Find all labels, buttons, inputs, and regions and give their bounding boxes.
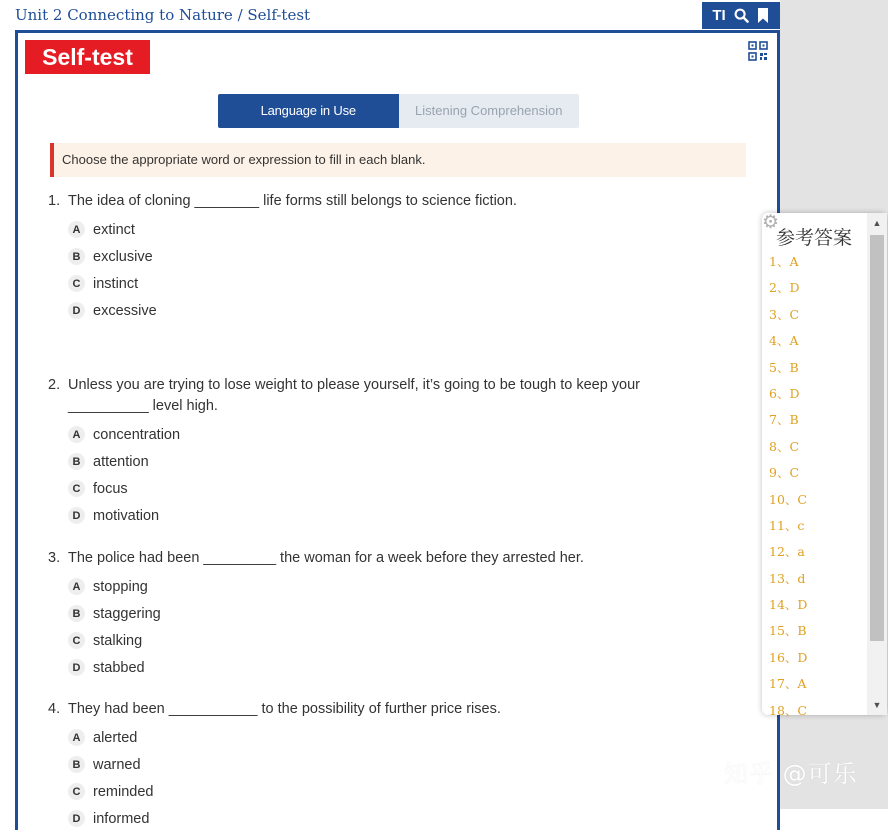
option-a[interactable] (68, 216, 748, 243)
breadcrumb-text[interactable]: Unit 2 Connecting to Nature / Self-test (15, 6, 311, 24)
instruction-banner: Choose the appropriate word or expression to fill in each blank. (50, 143, 746, 177)
answer-item: 6、D (769, 385, 800, 401)
option-c[interactable] (68, 270, 748, 297)
answer-item: 17、A (769, 676, 807, 692)
option-letter: B (68, 248, 85, 265)
question-4 (48, 699, 748, 832)
question-1 (48, 191, 748, 324)
answer-item: 3、C (769, 306, 800, 322)
option-label: exclusive (93, 248, 153, 265)
option-letter: C (68, 275, 85, 292)
option-label: warned (93, 756, 141, 773)
option-label: instinct (93, 275, 139, 292)
scroll-thumb[interactable] (870, 235, 884, 641)
answer-item: 9、C (769, 465, 800, 481)
option-d[interactable] (68, 502, 748, 529)
option-label: focus (93, 480, 128, 497)
question-number: 3. (48, 550, 61, 566)
option-label: informed (93, 810, 150, 827)
qr-code-icon[interactable] (749, 42, 767, 60)
bookmark-icon[interactable] (754, 7, 772, 25)
option-letter: A (68, 578, 85, 595)
answer-item: 16、D (769, 649, 808, 665)
option-label: motivation (93, 507, 160, 524)
option-letter: D (68, 507, 85, 524)
option-label: stabbed (93, 659, 145, 676)
toolbar (702, 2, 780, 29)
option-letter: A (68, 426, 85, 443)
answer-item: 11、c (769, 517, 805, 533)
option-b[interactable] (68, 600, 748, 627)
option-c[interactable] (68, 475, 748, 502)
option-letter: B (68, 605, 85, 622)
option-letter: C (68, 632, 85, 649)
question-2 (48, 375, 748, 529)
answer-key-title: 参考答案 (776, 227, 853, 249)
option-a[interactable] (68, 421, 748, 448)
option-d[interactable] (68, 805, 748, 832)
answer-list (769, 249, 865, 724)
self-test-badge: Self-test (25, 40, 150, 74)
breadcrumb (0, 0, 780, 30)
option-label: reminded (93, 783, 154, 800)
option-label: alerted (93, 729, 138, 746)
option-b[interactable] (68, 448, 748, 475)
option-d[interactable] (68, 297, 748, 324)
option-c[interactable] (68, 778, 748, 805)
answer-key-panel (762, 212, 887, 718)
content-frame (15, 30, 780, 830)
option-c[interactable] (68, 627, 748, 654)
gear-icon[interactable]: ⚙ (762, 212, 780, 233)
option-a[interactable] (68, 724, 748, 751)
question-number: 4. (48, 701, 61, 717)
option-letter: D (68, 659, 85, 676)
section-tabs (218, 94, 579, 128)
option-letter: C (68, 480, 85, 497)
option-b[interactable] (68, 243, 748, 270)
question-text: They had been ___________ to the possibility of further price rises. (68, 701, 501, 717)
tab-language-in-use[interactable]: Language in Use (218, 94, 399, 128)
option-letter: D (68, 810, 85, 827)
answer-item: 2、D (769, 280, 800, 296)
answer-scrollbar[interactable] (867, 213, 887, 715)
option-label: concentration (93, 426, 181, 443)
scroll-down-icon[interactable]: ▼ (872, 700, 882, 710)
option-letter: A (68, 729, 85, 746)
answer-item: 7、B (769, 412, 799, 428)
question-text: The police had been _________ the woman for a week before they arrested her. (68, 550, 584, 566)
option-label: attention (93, 453, 149, 470)
answer-item: 14、D (769, 597, 808, 613)
answer-item: 1、A (769, 254, 799, 269)
tab-listening-comprehension[interactable]: Listening Comprehension (399, 94, 580, 128)
text-size-icon[interactable]: TI (712, 7, 726, 24)
option-b[interactable] (68, 751, 748, 778)
question-3 (48, 548, 748, 681)
search-icon[interactable] (732, 7, 750, 25)
answer-item: 18、C (769, 702, 807, 718)
question-text: The idea of cloning ________ life forms still belongs to science fiction. (68, 193, 517, 209)
question-number: 2. (48, 377, 61, 393)
option-label: excessive (93, 302, 157, 319)
option-label: staggering (93, 605, 161, 622)
scroll-up-icon[interactable]: ▲ (872, 218, 882, 228)
option-label: extinct (93, 221, 135, 238)
answer-item: 10、C (769, 491, 807, 507)
option-letter: A (68, 221, 85, 238)
answer-item: 8、C (769, 438, 800, 454)
watermark: 知乎 @可乐 (724, 760, 858, 788)
answer-item: 13、d (769, 570, 806, 586)
question-text: Unless you are trying to lose weight to please yourself, it’s going to be tough to keep your __________ level high. (68, 377, 641, 414)
option-label: stalking (93, 632, 143, 649)
option-letter: D (68, 302, 85, 319)
option-letter: B (68, 756, 85, 773)
option-d[interactable] (68, 654, 748, 681)
answer-item: 5、B (769, 359, 799, 375)
option-a[interactable] (68, 573, 748, 600)
option-label: stopping (93, 578, 148, 595)
answer-item: 12、a (769, 544, 805, 560)
question-number: 1. (48, 193, 61, 209)
option-letter: C (68, 783, 85, 800)
answer-item: 4、A (769, 333, 799, 349)
answer-item: 15、B (769, 623, 807, 639)
option-letter: B (68, 453, 85, 470)
